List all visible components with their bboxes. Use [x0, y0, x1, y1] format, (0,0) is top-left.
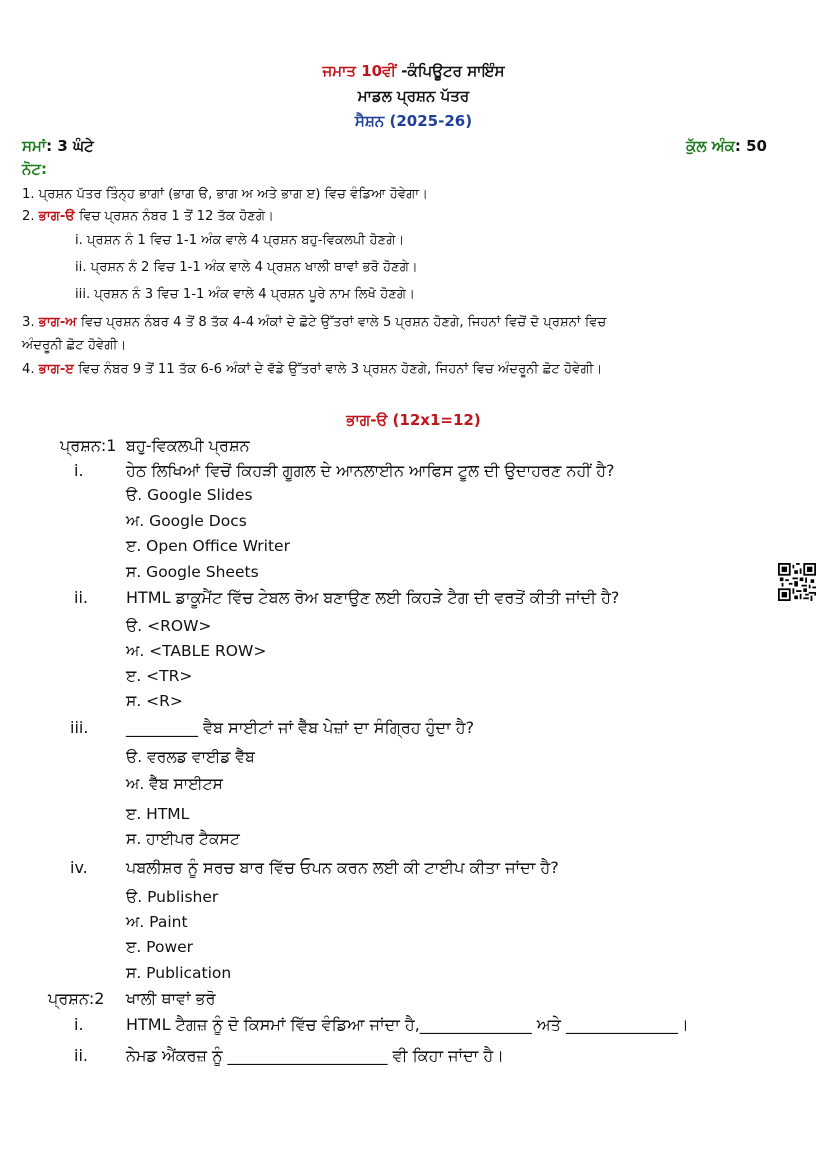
qr-code-icon	[778, 563, 816, 601]
note-2-prefix: 2.	[22, 209, 39, 224]
time-info	[22, 137, 94, 155]
paper-type-heading: ਮਾਡਲ ਪ੍ਰਸ਼ਨ ਪੱਤਰ	[357, 87, 470, 105]
q1-iii-text: _________ ਵੈਬ ਸਾਈਟਾਂ ਜਾਂ ਵੈੱਬ ਪੇਜ਼ਾਂ ਦਾ ਸੰਗ੍ਰਿਹ ਹੁੰਦਾ ਹੈ?	[126, 718, 475, 737]
q1-i-option-c: ੲ. Open Office Writer	[126, 537, 290, 555]
note-1: 1. ਪ੍ਰਸ਼ਨ ਪੱਤਰ ਤਿੰਨ੍ਹ ਭਾਗਾਂ (ਭਾਗ ੳ, ਭਾਗ ਅ ਅਤੇ ਭਾਗ ੲ) ਵਿਚ ਵੰਡਿਆ ਹੋਵੇਗਾ।	[22, 187, 428, 202]
q1-iii-option-a: ੳ. ਵਰਲਡ ਵਾਈਡ ਵੈੱਬ	[126, 748, 255, 766]
q1-i-number: i.	[74, 461, 84, 480]
q1-iv-option-a: ੳ. Publisher	[126, 888, 219, 906]
time-label: ਸਮਾਂ	[22, 137, 47, 155]
note-3	[22, 315, 606, 330]
q1-i-text: ਹੇਠ ਲਿਖਿਆਂ ਵਿਚੋਂ ਕਿਹੜੀ ਗੂਗਲ ਦੇ ਆਨਲਾਈਨ ਆਫਿਸ ਟੂਲ ਦੀ ਉਦਾਹਰਣ ਨਹੀਂ ਹੈ?	[126, 461, 615, 480]
q1-iv-option-d: ਸ. Publication	[126, 964, 232, 982]
q1-iii-option-d: ਸ. ਹਾਈਪਰ ਟੈਕਸਟ	[126, 830, 240, 848]
q1-iii-number: iii.	[70, 718, 89, 737]
note-4-text: ਵਿਚ ਨੰਬਰ 9 ਤੋਂ 11 ਤੱਕ 6-6 ਅੰਕਾਂ ਦੇ ਵੱਡੇ ਉੱਤਰਾਂ ਵਾਲੇ 3 ਪ੍ਰਸ਼ਨ ਹੋਣਗੇ, ਜਿਹਨਾਂ ਵਿਚ ਅੰਦਰੂਨੀ ਛੋਟ ਹੋਵੇਗੀ।	[74, 362, 603, 377]
note-4-part: ਭਾਗ-ੲ	[38, 362, 75, 377]
note-heading: ਨੋਟ:	[22, 160, 47, 178]
q2-ii-text: ਨੇਮਡ ਐਂਕਰਜ਼ ਨੂੰ ____________________ ਵੀ ਕਿਹਾ ਜਾਂਦਾ ਹੈ।	[126, 1046, 504, 1065]
q2-label: ਪ੍ਰਸ਼ਨ:2	[48, 989, 105, 1008]
note-3-part: ਭਾਗ-ਅ	[38, 315, 77, 330]
note-2-iii: iii. ਪ੍ਰਸ਼ਨ ਨੰ 3 ਵਿਚ 1-1 ਅੰਕ ਵਾਲੇ 4 ਪ੍ਰਸ਼ਨ ਪੂਰੇ ਨਾਮ ਲਿਖੋ ਹੋਣਗੇ।	[75, 287, 415, 302]
q1-iv-option-b: ਅ. Paint	[126, 913, 188, 931]
q2-i-text: HTML ਟੈਗਜ਼ ਨੂੰ ਦੋ ਕਿਸਮਾਂ ਵਿੱਚ ਵੰਡਿਆ ਜਾਂਦਾ ਹੈ,______________ ਅਤੇ ______________।	[126, 1015, 689, 1034]
q1-ii-option-b: ਅ. <TABLE ROW>	[126, 642, 267, 660]
q1-i-option-b: ਅ. Google Docs	[126, 512, 247, 530]
q2-ii-number: ii.	[74, 1046, 88, 1065]
q1-ii-number: ii.	[74, 588, 88, 607]
q1-i-option-d: ਸ. Google Sheets	[126, 563, 259, 581]
q1-ii-option-a: ੳ. <ROW>	[126, 617, 212, 635]
class-label: ਜਮਾਤ 10ਵੀਂ	[322, 62, 397, 80]
q1-iv-text: ਪਬਲੀਸ਼ਰ ਨੂੰ ਸਰਚ ਬਾਰ ਵਿੱਚ ਓਪਨ ਕਰਨ ਲਈ ਕੀ ਟਾਈਪ ਕੀਤਾ ਜਾਂਦਾ ਹੈ?	[126, 858, 559, 877]
q1-ii-text: HTML ਡਾਕੂਮੈਂਟ ਵਿੱਚ ਟੇਬਲ ਰੋਅ ਬਣਾਉਣ ਲਈ ਕਿਹੜੇ ਟੈਗ ਦੀ ਵਰਤੋਂ ਕੀਤੀ ਜਾਂਦੀ ਹੈ?	[126, 588, 620, 607]
q1-i-option-a: ੳ. Google Slides	[126, 486, 253, 504]
subject-label: -ਕੰਪਿਊਟਰ ਸਾਇੰਸ	[396, 62, 505, 80]
q1-iii-option-b: ਅ. ਵੈੱਬ ਸਾਈਟਸ	[126, 775, 223, 793]
section-a-title: ਭਾਗ-ੳ (12x1=12)	[346, 411, 481, 429]
time-value: : 3 ਘੰਟੇ	[46, 137, 94, 155]
q1-label: ਪ੍ਰਸ਼ਨ:1	[60, 436, 117, 455]
q1-ii-option-c: ੲ. <TR>	[126, 667, 193, 685]
note-4-prefix: 4.	[22, 362, 39, 377]
note-2	[22, 209, 274, 224]
marks-value: : 50	[734, 137, 767, 155]
q1-ii-option-d: ਸ. <R>	[126, 692, 183, 710]
q1-iv-number: iv.	[70, 858, 88, 877]
note-2-i: i. ਪ੍ਰਸ਼ਨ ਨੰ 1 ਵਿਚ 1-1 ਅੰਕ ਵਾਲੇ 4 ਪ੍ਰਸ਼ਨ ਬਹੁ-ਵਿਕਲਪੀ ਹੋਣਗੇ।	[75, 233, 405, 248]
q1-title: ਬਹੁ-ਵਿਕਲਪੀ ਪ੍ਰਸ਼ਨ	[126, 436, 250, 455]
q2-title: ਖਾਲੀ ਥਾਵਾਂ ਭਰੋ	[126, 989, 216, 1008]
note-4	[22, 362, 602, 377]
note-3-prefix: 3.	[22, 315, 39, 330]
q2-i-number: i.	[74, 1015, 84, 1034]
marks-info	[686, 137, 767, 155]
note-2-text: ਵਿਚ ਪ੍ਰਸ਼ਨ ਨੰਬਰ 1 ਤੋਂ 12 ਤੱਕ ਹੋਣਗੇ।	[74, 209, 274, 224]
q1-iv-option-c: ੲ. Power	[126, 938, 194, 956]
note-3-text: ਵਿਚ ਪ੍ਰਸ਼ਨ ਨੰਬਰ 4 ਤੋਂ 8 ਤੱਕ 4-4 ਅੰਕਾਂ ਦੇ ਛੋਟੇ ਉੱਤਰਾਂ ਵਾਲੇ 5 ਪ੍ਰਸ਼ਨ ਹੋਣਗੇ, ਜਿਹਨਾਂ ਵਿਚੋਂ ਦੋ ਪ੍ਰਸ਼ਨਾਂ ਵਿਚ	[76, 315, 607, 330]
q1-iii-option-c: ੲ. HTML	[126, 805, 190, 823]
note-3-line2: ਅੰਦਰੂਨੀ ਛੋਟ ਹੋਵੇਗੀ।	[22, 338, 127, 353]
note-2-ii: ii. ਪ੍ਰਸ਼ਨ ਨੰ 2 ਵਿਚ 1-1 ਅੰਕ ਵਾਲੇ 4 ਪ੍ਰਸ਼ਨ ਖਾਲੀ ਥਾਵਾਂ ਭਰੋ ਹੋਣਗੇ।	[75, 260, 418, 275]
session-heading: ਸੈਸ਼ਨ (2025-26)	[354, 112, 473, 130]
class-subject-heading	[0, 62, 827, 80]
marks-label: ਕੁੱਲ ਅੰਕ	[686, 137, 735, 155]
note-2-part: ਭਾਗ-ੳ	[38, 209, 75, 224]
